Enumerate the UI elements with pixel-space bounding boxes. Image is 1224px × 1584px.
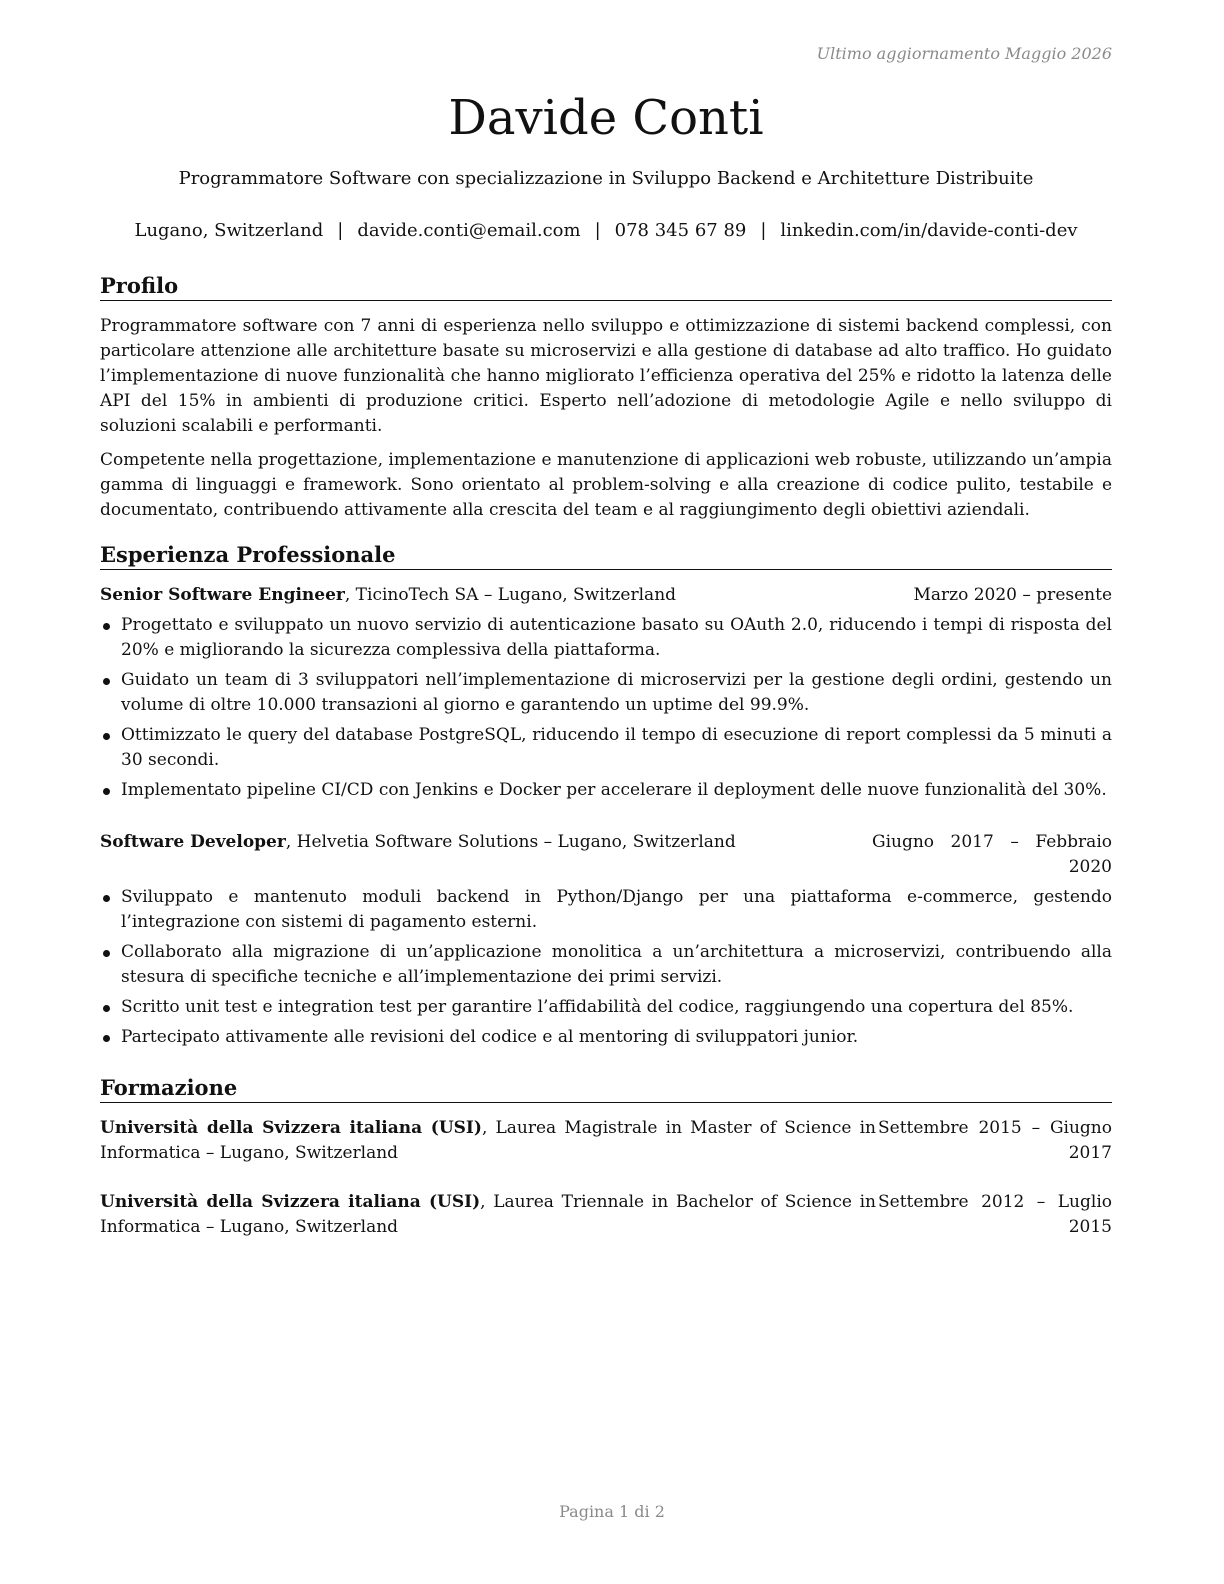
job-dates: Giugno 2017 – Febbraio 2020 <box>872 832 1112 877</box>
candidate-subtitle: Programmatore Software con specializzazione in Sviluppo Backend e Architetture Distribuite <box>178 168 1034 189</box>
list-item: Implementato pipeline CI/CD con Jenkins e Docker per accelerare il deployment delle nuove funzionalità del 30%. <box>100 778 1112 803</box>
page-number: Pagina 1 di 2 <box>559 1502 665 1521</box>
profile-paragraph: Programmatore software con 7 anni di esperienza nello sviluppo e ottimizzazione di sistemi backend complessi, con particolare attenzione alle architetture basate su microservizi e alla gestione di database ad alto traffico. Ho guidato l’implementazione di nuove funzionalità che hanno migliorato l’efficienza operativa del 25% e ridotto la latenza delle API del 15% in ambienti di produzione critici. Esperto nell’adozione di metodologie Agile e nello sviluppo di soluzioni scalabili e performanti. <box>100 316 1112 436</box>
job-role: Senior Software Engineer <box>100 585 345 605</box>
list-item: Collaborato alla migrazione di un’applicazione monolitica a un’architettura a microservizi, contribuendo alla stesura di specifiche tecniche e all’implementazione dei primi servizi. <box>100 940 1112 990</box>
job-title-line <box>100 583 676 608</box>
job-dates: Marzo 2020 – presente <box>913 585 1112 605</box>
list-item: Ottimizzato le query del database PostgreSQL, riducendo il tempo di esecuzione di report complessi da 5 minuti a 30 secondi. <box>100 723 1112 773</box>
contact-separator: | <box>760 220 767 241</box>
education-description <box>100 1190 876 1240</box>
section-title-education: Formazione <box>100 1074 1112 1103</box>
section-title-experience: Esperienza Professionale <box>100 541 1112 570</box>
contact-location: Lugano, Switzerland <box>134 220 324 241</box>
education-school: Università della Svizzera italiana (USI) <box>100 1192 481 1212</box>
education-item <box>100 1116 1112 1166</box>
job-bullets <box>100 613 1112 808</box>
job-role: Software Developer <box>100 832 286 852</box>
education-dates: Settembre 2012 – Luglio 2015 <box>878 1192 1112 1237</box>
contact-phone[interactable]: 078 345 67 89 <box>614 220 747 241</box>
contact-linkedin[interactable]: linkedin.com/in/davide-conti-dev <box>780 220 1078 241</box>
contact-email[interactable]: davide.conti@email.com <box>357 220 581 241</box>
education-degree: , Laurea Triennale in Bachelor of Science in Informatica – Lugano, Switzerland <box>100 1192 876 1237</box>
profile-paragraph: Competente nella progettazione, implementazione e manutenzione di applicazioni web robuste, utilizzando un’ampia gamma di linguaggi e framework. Sono orientato al problem-solving e alla creazione di codice pulito, testabile e documentato, contribuendo attivamente alla crescita del team e al raggiungimento degli obiettivi aziendali. <box>100 450 1112 520</box>
contact-line <box>100 218 1112 244</box>
job-header <box>100 583 1112 608</box>
contact-separator: | <box>337 220 344 241</box>
section-title-profile: Profilo <box>100 272 1112 301</box>
job-company: , TicinoTech SA – Lugano, Switzerland <box>344 585 677 605</box>
job-bullets <box>100 885 1112 1055</box>
list-item: Guidato un team di 3 sviluppatori nell’implementazione di microservizi per la gestione degli ordini, gestendo un volume di oltre 10.000 transazioni al giorno e garantendo un uptime del 99.9%. <box>100 668 1112 718</box>
education-item <box>100 1190 1112 1240</box>
contact-separator: | <box>594 220 601 241</box>
job-header <box>100 830 1112 880</box>
list-item: Scritto unit test e integration test per garantire l’affidabilità del codice, raggiungendo una copertura del 85%. <box>100 995 1112 1020</box>
list-item: Partecipato attivamente alle revisioni del codice e al mentoring di sviluppatori junior. <box>100 1025 1112 1050</box>
candidate-name: Davide Conti <box>448 90 764 146</box>
education-dates: Settembre 2015 – Giugno 2017 <box>878 1118 1112 1163</box>
job-title-line <box>100 830 736 855</box>
last-updated: Ultimo aggiornamento Maggio 2026 <box>816 44 1112 63</box>
list-item: Sviluppato e mantenuto moduli backend in Python/Django per una piattaforma e-commerce, gestendo l’integrazione con sistemi di pagamento esterni. <box>100 885 1112 935</box>
job-company: , Helvetia Software Solutions – Lugano, Switzerland <box>285 832 736 852</box>
list-item: Progettato e sviluppato un nuovo servizio di autenticazione basato su OAuth 2.0, riducendo i tempi di risposta del 20% e migliorando la sicurezza complessiva della piattaforma. <box>100 613 1112 663</box>
education-degree: , Laurea Magistrale in Master of Science in Informatica – Lugano, Switzerland <box>100 1118 876 1163</box>
education-school: Università della Svizzera italiana (USI) <box>100 1118 482 1138</box>
education-description <box>100 1116 876 1166</box>
